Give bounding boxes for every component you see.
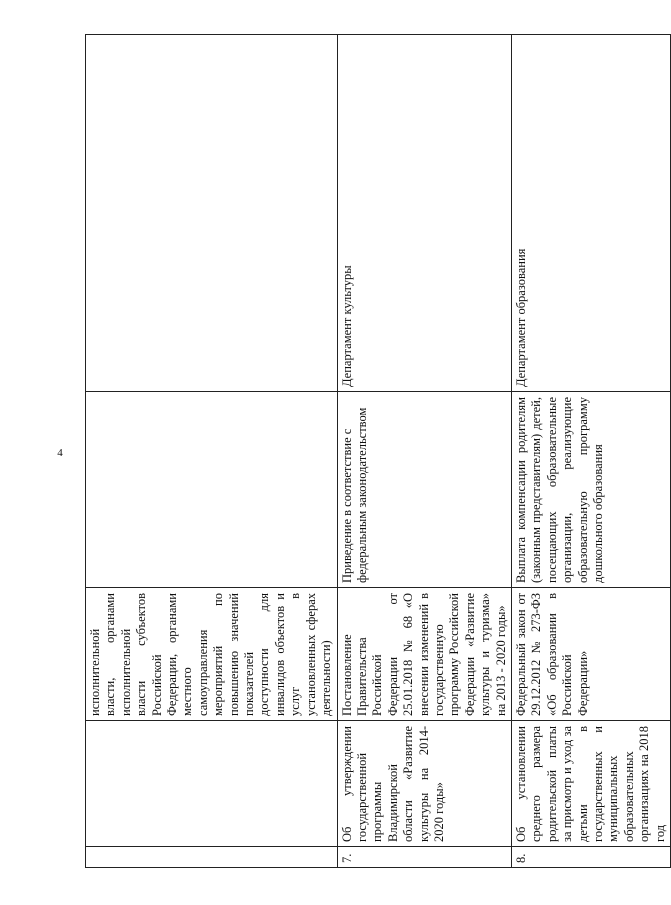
legislation-plan-table <box>85 34 671 868</box>
row-number: 8. <box>511 847 670 868</box>
row-description: Приведение в соответствие с федеральным законодательством <box>337 392 511 588</box>
row-legal-basis: исполнительной власти, органами исполнительной власти субъектов Российской Федерации, органами местного самоуправления мероприятий по повышению значений показателей доступности для инвалидов объектов и услуг в установленных сферах деятельности) <box>86 588 338 721</box>
row-title: Об установлении среднего размера родительской платы за присмотр и уход за детьми в государственных и муниципальных образовательных организациях на 2018 год <box>511 721 670 847</box>
row-number: 7. <box>337 847 511 868</box>
table-row <box>86 35 338 868</box>
row-number <box>86 847 338 868</box>
row-title <box>86 721 338 847</box>
table-row <box>337 35 511 868</box>
row-description <box>86 392 338 588</box>
page-number: 4 <box>57 447 63 459</box>
row-executor: Департамент образования <box>511 35 670 392</box>
row-executor <box>86 35 338 392</box>
row-legal-basis: Федеральный закон от 29.12.2012 № 273-ФЗ «Об образовании в Российской Федерации» <box>511 588 670 721</box>
row-legal-basis: Постановление Правительства Российской Федерации от 25.01.2018 № 68 «О внесении изменений в государственную программу Российской Федерации «Развитие культуры и туризма» на 2013 - 2020 годы» <box>337 588 511 721</box>
row-executor: Департамент культуры <box>337 35 511 392</box>
row-title: Об утверждении государственной программы Владимирской области «Развитие культуры на 2014-2020 годы» <box>337 721 511 847</box>
table-row <box>511 35 670 868</box>
rotated-table-wrapper <box>85 35 667 868</box>
row-description: Выплата компенсации родителям (законным представителям) детей, посещающих образовательные организации, реализующие образовательную программу дошкольного образования <box>511 392 670 588</box>
